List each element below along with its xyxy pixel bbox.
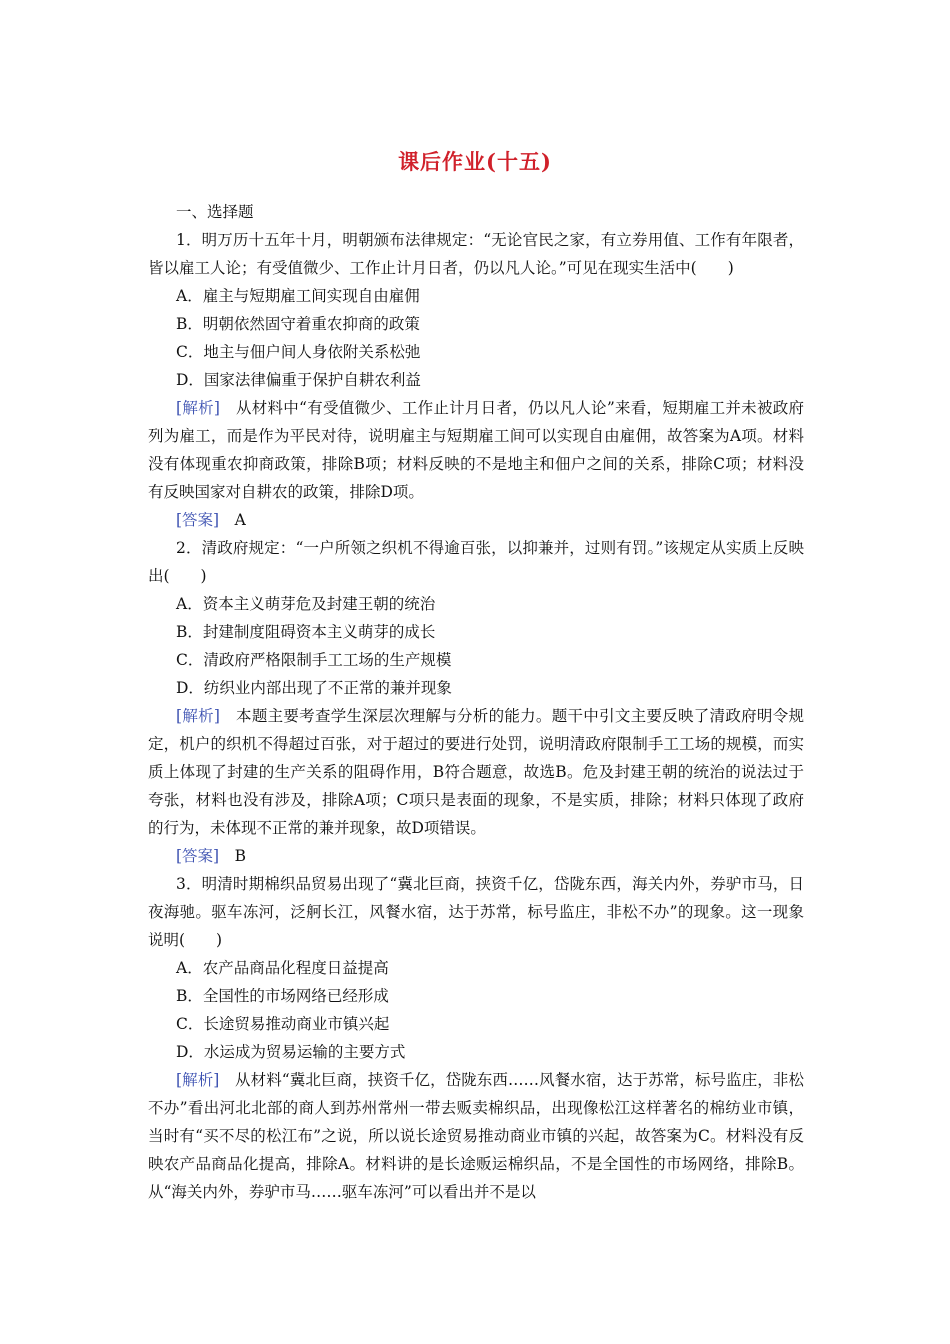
answer-value: A bbox=[234, 511, 246, 529]
option-c: C．清政府严格限制手工工场的生产规模 bbox=[176, 651, 452, 669]
option-b: B．封建制度阻碍资本主义萌芽的成长 bbox=[176, 623, 436, 641]
analysis-tag: [解析] bbox=[176, 707, 220, 725]
analysis-text: 从材料“冀北巨商，挟资千亿，岱陇东西……风餐水宿，达于苏常，标号监庄，非松不办”看出河北北部的商人到苏州常州一带去贩卖棉织品，出现像松江这样著名的棉纺业市镇，当时有“买不尽的松江布”之说，所以说长途贸易推动商业市镇的兴起，故答案为C。材料没有反映农产品商品化提高，排除A。材料讲的是长途贩运棉织品，不是全国性的市场网络，排除B。从“海关内外，券驴市马……驱车冻河”可以看出并不是以 bbox=[148, 1071, 804, 1201]
answer-tag: [答案] bbox=[176, 511, 220, 529]
option-d: D．水运成为贸易运输的主要方式 bbox=[176, 1043, 406, 1061]
option-c: C．地主与佃户间人身依附关系松弛 bbox=[176, 343, 421, 361]
analysis-paragraph bbox=[148, 394, 804, 506]
question-stem: 3．明清时期棉织品贸易出现了“冀北巨商，挟资千亿，岱陇东西，海关内外，券驴市马，日夜海驰。驱车冻河，泛舸长江，风餐水宿，达于苏常，标号监庄，非松不办”的现象。这一现象说明( ) bbox=[148, 875, 804, 949]
analysis-text: 本题主要考查学生深层次理解与分析的能力。题干中引文主要反映了清政府明令规定，机户的织机不得超过百张，对于超过的要进行处罚，说明清政府限制手工工场的规模，而实质上体现了封建的生产关系的阻碍作用，B符合题意，故选B。危及封建王朝的统治的说法过于夸张，材料也没有涉及，排除A项；C项只是表面的现象，不是实质，排除；材料只体现了政府的行为，未体现不正常的兼并现象，故D项错误。 bbox=[148, 707, 804, 837]
option-b: B．全国性的市场网络已经形成 bbox=[176, 987, 389, 1005]
option-d: D．国家法律偏重于保护自耕农利益 bbox=[176, 371, 421, 389]
analysis-paragraph bbox=[148, 1066, 804, 1206]
question-stem: 2．清政府规定：“一户所领之织机不得逾百张，以抑兼并，过则有罚。”该规定从实质上反映出( ) bbox=[148, 539, 804, 585]
question-stem: 1．明万历十五年十月，明朝颁布法律规定：“无论官民之家，有立券用值、工作有年限者，皆以雇工人论；有受值微少、工作止计月日者，仍以凡人论。”可见在现实生活中( ) bbox=[148, 231, 804, 277]
analysis-tag: [解析] bbox=[176, 399, 220, 417]
answer-line bbox=[148, 842, 804, 870]
option-c: C．长途贸易推动商业市镇兴起 bbox=[176, 1015, 390, 1033]
answer-line bbox=[148, 506, 804, 534]
option-b: B．明朝依然固守着重农抑商的政策 bbox=[176, 315, 420, 333]
answer-tag: [答案] bbox=[176, 847, 220, 865]
option-a: A．雇主与短期雇工间实现自由雇佣 bbox=[176, 287, 420, 305]
document-body bbox=[148, 198, 804, 1206]
option-a: A．农产品商品化程度日益提高 bbox=[176, 959, 389, 977]
page-title: 课后作业(十五) bbox=[398, 149, 552, 174]
analysis-paragraph bbox=[148, 702, 804, 842]
option-a: A．资本主义萌芽危及封建王朝的统治 bbox=[176, 595, 436, 613]
answer-value: B bbox=[234, 847, 247, 865]
section-heading: 一、选择题 bbox=[176, 203, 254, 221]
analysis-tag: [解析] bbox=[176, 1071, 220, 1089]
option-d: D．纺织业内部出现了不正常的兼并现象 bbox=[176, 679, 452, 697]
analysis-text: 从材料中“有受值微少、工作止计月日者，仍以凡人论”来看，短期雇工并未被政府列为雇工，而是作为平民对待，说明雇主与短期雇工间可以实现自由雇佣，故答案为A项。材料没有体现重农抑商政策，排除B项；材料反映的不是地主和佃户之间的关系，排除C项；材料没有反映国家对自耕农的政策，排除D项。 bbox=[148, 399, 804, 501]
